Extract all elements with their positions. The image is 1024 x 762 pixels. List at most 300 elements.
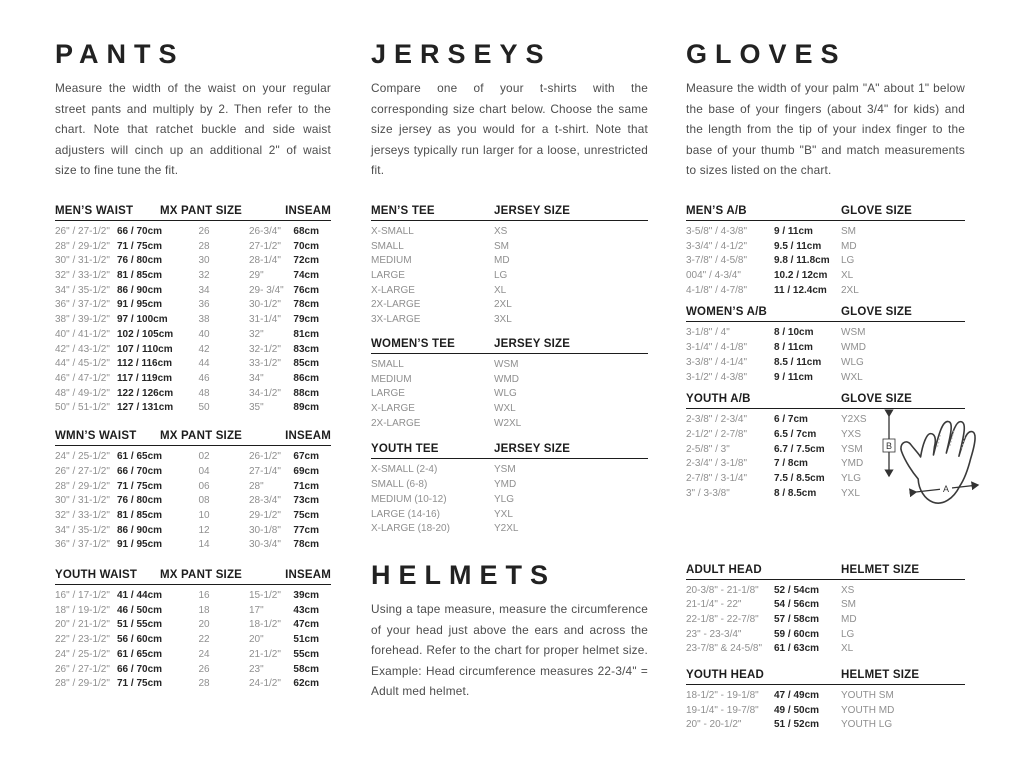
table-cell: 117 / 119cm	[117, 373, 173, 384]
table-cell: 32" / 33-1/2"	[55, 270, 110, 282]
table-cell: WSM	[494, 358, 519, 370]
table-cell: WXL	[841, 371, 863, 383]
table-cell: YXS	[841, 429, 862, 440]
table-row	[371, 284, 648, 299]
column-header: INSEAM	[285, 569, 331, 582]
table-row	[55, 225, 331, 240]
table-cell: 18" / 19-1/2"	[55, 604, 110, 616]
column-header: JERSEY SIZE	[494, 204, 571, 217]
table-cell: 34-1/2"	[249, 387, 281, 399]
pants-section	[55, 40, 331, 692]
table-cell: 3-3/4" / 4-1/2"	[686, 240, 748, 252]
table-cell: X-LARGE	[371, 403, 415, 414]
table-cell: 3-1/2" / 4-3/8"	[686, 371, 748, 383]
table-row	[686, 240, 965, 255]
gloves-title: GLOVES	[686, 39, 847, 69]
table-cell: LG	[841, 628, 855, 640]
table-cell: XL	[494, 284, 507, 296]
table-cell: 3-3/8" / 4-1/4"	[686, 356, 748, 368]
table-cell: 38	[198, 314, 210, 326]
table-cell: 32"	[249, 328, 264, 340]
table-cell: WSM	[841, 327, 866, 339]
table-row	[55, 387, 331, 402]
table-cell: YOUTH LG	[841, 719, 893, 731]
table-cell: 47 / 49cm	[774, 690, 820, 702]
glove-icon	[882, 400, 988, 536]
table-cell: YMD	[841, 458, 864, 470]
table-cell: 23"	[249, 663, 264, 675]
table-cell: 3XL	[494, 314, 512, 326]
table-cell: 46	[198, 373, 210, 384]
glove-measurement-diagram	[882, 400, 988, 536]
gloves-intro: Measure the width of your palm "A" about 1" below the base of your fingers (about 3/4" for kids) and the length from the tip of your index finger to the base of your thumb "B" and match measurements to sizes listed on the chart.	[686, 81, 965, 178]
table-header-row	[686, 205, 965, 221]
table-cell: 2X-LARGE	[371, 417, 421, 429]
table-cell: 26	[198, 225, 210, 237]
table-cell: 44" / 45-1/2"	[55, 358, 110, 370]
column-header: YOUTH HEAD	[686, 669, 765, 682]
table-header-row	[686, 306, 965, 322]
adult-head-table	[686, 564, 965, 658]
table-cell: 40	[198, 328, 210, 340]
table-cell: 2-7/8" / 3-1/4"	[686, 473, 748, 485]
table-cell: WMD	[841, 342, 866, 354]
table-cell: 75cm	[293, 509, 319, 521]
table-row	[55, 538, 331, 553]
table-cell: 27-1/2"	[249, 240, 281, 252]
table-cell: WLG	[494, 388, 517, 400]
column-header: HELMET SIZE	[841, 563, 920, 576]
table-cell: 6.7 / 7.5cm	[774, 443, 825, 455]
table-cell: 24-1/2"	[249, 678, 281, 690]
table-cell: 20"	[249, 634, 264, 646]
table-cell: 26" / 27-1/2"	[55, 663, 110, 675]
table-cell: 71 / 75cm	[117, 678, 163, 690]
measure-b-label: B	[885, 441, 893, 451]
table-cell: XS	[494, 225, 508, 237]
table-cell: 66 / 70cm	[117, 465, 163, 477]
pants-title: PANTS	[55, 39, 185, 69]
table-cell: 9 / 11cm	[774, 225, 813, 237]
table-row	[371, 358, 648, 373]
table-cell: 7 / 8cm	[774, 458, 808, 470]
table-cell: 24	[198, 648, 210, 660]
table-row	[55, 494, 331, 509]
table-cell: 2-1/2" / 2-7/8"	[686, 429, 748, 440]
table-cell: 30" / 31-1/2"	[55, 255, 110, 267]
table-cell: 78cm	[293, 539, 319, 551]
table-row	[55, 284, 331, 299]
table-cell: SMALL	[371, 358, 404, 370]
table-cell: 34" / 35-1/2"	[55, 284, 110, 296]
table-cell: 127 / 131cm	[117, 402, 174, 414]
table-cell: 112 / 116cm	[117, 358, 173, 370]
table-cell: 40" / 41-1/2"	[55, 328, 110, 340]
table-cell: 29-1/2"	[249, 509, 281, 521]
table-cell: 83cm	[293, 343, 319, 355]
table-cell: SM	[841, 599, 856, 611]
jerseys-title: JERSEYS	[371, 39, 552, 69]
table-header-row	[686, 669, 965, 685]
table-cell: 2-3/4" / 3-1/8"	[686, 458, 748, 470]
table-cell: YMD	[494, 479, 517, 491]
table-cell: YOUTH SM	[841, 690, 894, 702]
table-cell: 9.5 / 11cm	[774, 240, 822, 252]
table-cell: 14	[198, 539, 210, 551]
table-cell: 17"	[249, 604, 264, 616]
table-cell: X-SMALL	[371, 225, 414, 237]
table-row	[686, 371, 965, 386]
table-cell: 42" / 43-1/2"	[55, 343, 110, 355]
table-row	[55, 401, 331, 416]
column-header: GLOVE SIZE	[841, 393, 913, 406]
table-cell: 91 / 95cm	[117, 539, 163, 551]
table-cell: 28" / 29-1/2"	[55, 678, 110, 690]
table-cell: 004" / 4-3/4"	[686, 270, 741, 282]
table-row	[371, 225, 648, 240]
table-cell: 55cm	[293, 648, 319, 660]
table-cell: Y2XS	[841, 414, 867, 426]
table-header-row	[371, 443, 648, 459]
table-cell: 20-3/8" - 21-1/8"	[686, 584, 759, 596]
table-cell: X-SMALL (2-4)	[371, 464, 438, 476]
table-row	[371, 478, 648, 493]
table-row	[55, 313, 331, 328]
jerseys-section	[371, 40, 648, 702]
table-cell: LARGE	[371, 388, 405, 400]
table-row	[55, 269, 331, 284]
table-cell: 36" / 37-1/2"	[55, 299, 110, 311]
table-cell: LG	[494, 270, 508, 282]
table-cell: 71 / 75cm	[117, 240, 163, 252]
table-cell: LARGE	[371, 270, 405, 282]
column-header: GLOVE SIZE	[841, 204, 913, 217]
table-row	[55, 480, 331, 495]
table-row	[686, 269, 965, 284]
table-header-row	[371, 338, 648, 354]
table-cell: 88cm	[293, 387, 319, 399]
womens-ab-table	[686, 306, 965, 385]
table-cell: 78cm	[293, 299, 319, 311]
table-cell: 28"	[249, 480, 264, 492]
mens-tee-table	[371, 205, 648, 328]
table-cell: 16	[198, 590, 210, 602]
table-cell: 66 / 70cm	[117, 225, 163, 237]
table-cell: SM	[494, 240, 509, 252]
table-row	[686, 628, 965, 643]
table-cell: 76 / 80cm	[117, 495, 163, 507]
table-cell: 29- 3/4"	[249, 284, 284, 296]
table-cell: 74cm	[293, 270, 319, 282]
table-cell: 81 / 85cm	[117, 270, 163, 282]
table-row	[371, 402, 648, 417]
table-cell: 89cm	[293, 402, 319, 414]
table-cell: 79cm	[293, 314, 319, 326]
table-header-row	[55, 430, 331, 446]
table-cell: 86 / 90cm	[117, 284, 163, 296]
table-cell: 36	[198, 299, 210, 311]
table-row	[686, 225, 965, 240]
table-cell: 20	[198, 619, 210, 631]
table-cell: 30" / 31-1/2"	[55, 495, 110, 507]
table-cell: 26" / 27-1/2"	[55, 225, 110, 237]
table-cell: W2XL	[494, 417, 522, 429]
youth-tee-table	[371, 443, 648, 537]
table-row	[371, 373, 648, 388]
table-cell: YLG	[841, 473, 862, 485]
column-header: MX PANT SIZE	[160, 204, 243, 217]
table-cell: 62cm	[293, 678, 319, 690]
table-cell: 3-7/8" / 4-5/8"	[686, 255, 748, 267]
table-cell: 2-5/8" / 3"	[686, 443, 730, 455]
table-cell: 48	[198, 387, 210, 399]
table-cell: WXL	[494, 403, 516, 414]
table-cell: 26-3/4"	[249, 225, 281, 237]
table-cell: 61 / 65cm	[117, 648, 163, 660]
table-cell: 2X-LARGE	[371, 299, 421, 311]
column-header: MEN’S WAIST	[55, 204, 134, 217]
column-header: INSEAM	[285, 430, 331, 443]
table-cell: 102 / 105cm	[117, 328, 174, 340]
table-cell: 18-1/2"	[249, 619, 281, 631]
youth-head-table	[686, 669, 965, 733]
table-row	[55, 465, 331, 480]
table-row	[371, 463, 648, 478]
table-cell: 51 / 52cm	[774, 719, 820, 731]
table-cell: 9 / 11cm	[774, 371, 813, 383]
table-cell: 57 / 58cm	[774, 613, 820, 625]
table-cell: 76 / 80cm	[117, 255, 163, 267]
table-cell: YOUTH MD	[841, 704, 895, 716]
table-cell: 61 / 63cm	[774, 643, 820, 655]
table-row	[55, 240, 331, 255]
table-cell: 10	[198, 509, 210, 521]
table-cell: 30	[198, 255, 210, 267]
table-row	[686, 718, 965, 733]
table-cell: 22" / 23-1/2"	[55, 634, 110, 646]
table-row	[55, 509, 331, 524]
column-header: MEN’S A/B	[686, 204, 747, 217]
gloves-section	[686, 40, 965, 733]
table-cell: 47cm	[293, 619, 319, 631]
youth-waist-table	[55, 569, 331, 692]
table-cell: 20" - 20-1/2"	[686, 719, 742, 731]
table-row	[686, 284, 965, 299]
table-cell: 8.5 / 11cm	[774, 356, 822, 368]
table-cell: 7.5 / 8.5cm	[774, 473, 825, 485]
table-header-row	[686, 564, 965, 580]
table-cell: 2-3/8" / 2-3/4"	[686, 414, 748, 426]
table-cell: 30-1/2"	[249, 299, 281, 311]
table-row	[55, 254, 331, 269]
table-cell: 76cm	[293, 284, 319, 296]
table-cell: 97 / 100cm	[117, 314, 168, 326]
table-cell: 71 / 75cm	[117, 480, 163, 492]
table-cell: XS	[841, 584, 855, 596]
table-cell: 27-1/4"	[249, 465, 281, 477]
table-row	[55, 663, 331, 678]
table-row	[686, 704, 965, 719]
table-cell: 66 / 70cm	[117, 663, 163, 675]
wmns-waist-table	[55, 430, 331, 553]
table-cell: 8 / 10cm	[774, 327, 814, 339]
table-cell: 02	[198, 451, 210, 463]
column-header: MEN’S TEE	[371, 204, 435, 217]
table-cell: 46 / 50cm	[117, 604, 163, 616]
table-row	[55, 604, 331, 619]
table-cell: 16" / 17-1/2"	[55, 590, 110, 602]
table-row	[686, 356, 965, 371]
table-cell: 42	[198, 343, 210, 355]
table-cell: 91 / 95cm	[117, 299, 163, 311]
table-cell: 51 / 55cm	[117, 619, 163, 631]
column-header: HELMET SIZE	[841, 669, 920, 682]
table-cell: MEDIUM	[371, 373, 412, 385]
table-cell: 48" / 49-1/2"	[55, 387, 110, 399]
table-cell: 86cm	[293, 373, 319, 384]
table-cell: 32" / 33-1/2"	[55, 509, 110, 521]
pants-intro: Measure the width of the waist on your regular street pants and multiply by 2. Then refer to the chart. Note that ratchet buckle and side waist adjusters will cinch up an additional 2" of waist size to fine tune the fit.	[55, 81, 331, 178]
table-cell: 46" / 47-1/2"	[55, 373, 110, 384]
mens-ab-table	[686, 205, 965, 299]
table-cell: 22	[198, 634, 210, 646]
table-cell: 68cm	[293, 225, 319, 237]
table-cell: 15-1/2"	[249, 590, 281, 602]
table-cell: SMALL	[371, 240, 404, 252]
table-cell: XL	[841, 270, 854, 282]
table-cell: 21-1/4" - 22"	[686, 599, 742, 611]
table-header-row	[371, 205, 648, 221]
table-cell: LG	[841, 255, 855, 267]
table-cell: 81cm	[293, 328, 319, 340]
table-cell: MD	[494, 255, 510, 267]
table-cell: YSM	[841, 443, 863, 455]
column-header: WMN’S WAIST	[55, 430, 137, 443]
table-cell: 26	[198, 663, 210, 675]
table-cell: 43cm	[293, 604, 319, 616]
table-cell: 3-1/8" / 4"	[686, 327, 730, 339]
table-cell: MD	[841, 613, 857, 625]
table-cell: 19-1/4" - 19-7/8"	[686, 704, 759, 716]
column-header: ADULT HEAD	[686, 563, 762, 576]
table-cell: 61 / 65cm	[117, 451, 163, 463]
table-cell: 72cm	[293, 255, 319, 267]
column-header: YOUTH WAIST	[55, 569, 138, 582]
column-header: MX PANT SIZE	[160, 569, 243, 582]
table-cell: 38" / 39-1/2"	[55, 314, 110, 326]
table-cell: 34"	[249, 373, 264, 384]
table-row	[686, 254, 965, 269]
table-cell: 3-1/4" / 4-1/8"	[686, 342, 748, 354]
table-row	[371, 493, 648, 508]
table-cell: 12	[198, 524, 210, 536]
table-cell: 49 / 50cm	[774, 704, 820, 716]
table-row	[371, 387, 648, 402]
table-row	[55, 633, 331, 648]
table-cell: 73cm	[293, 495, 319, 507]
table-cell: LARGE (14-16)	[371, 508, 440, 520]
table-cell: SMALL (6-8)	[371, 479, 428, 491]
helmets-intro: Using a tape measure, measure the circumference of your head just above the ears and across the forehead. Refer to the chart for proper helmet size. Example: Head circumference measures 22-3/4" = Adult med helmet.	[371, 601, 648, 699]
table-row	[686, 642, 965, 657]
table-cell: 22-1/8" - 22-7/8"	[686, 613, 759, 625]
table-cell: 67cm	[293, 451, 319, 463]
table-row	[371, 522, 648, 537]
table-row	[371, 417, 648, 432]
table-row	[55, 298, 331, 313]
helmets-title: HELMETS	[371, 559, 557, 590]
table-cell: 33-1/2"	[249, 358, 281, 370]
table-cell: 28-1/4"	[249, 255, 281, 267]
table-cell: X-LARGE	[371, 284, 415, 296]
table-row	[55, 524, 331, 539]
table-cell: MD	[841, 240, 857, 252]
table-cell: XL	[841, 643, 854, 655]
helmets-section	[371, 561, 648, 702]
table-cell: YLG	[494, 493, 515, 505]
table-cell: 54 / 56cm	[774, 599, 820, 611]
table-cell: 18	[198, 604, 210, 616]
table-cell: 28" / 29-1/2"	[55, 480, 110, 492]
table-row	[686, 584, 965, 599]
table-cell: 36" / 37-1/2"	[55, 539, 110, 551]
table-row	[55, 677, 331, 692]
table-row	[371, 313, 648, 328]
table-cell: MEDIUM (10-12)	[371, 493, 447, 505]
table-cell: 50" / 51-1/2"	[55, 402, 110, 414]
table-cell: 04	[198, 465, 210, 477]
table-row	[686, 326, 965, 341]
table-header-row	[55, 205, 331, 221]
table-cell: 06	[198, 480, 210, 492]
table-cell: 3X-LARGE	[371, 314, 421, 326]
column-header: MX PANT SIZE	[160, 430, 243, 443]
table-row	[686, 613, 965, 628]
table-row	[371, 254, 648, 269]
table-cell: 21-1/2"	[249, 648, 281, 660]
column-header: WOMEN’S TEE	[371, 337, 455, 350]
table-cell: 6 / 7cm	[774, 414, 808, 426]
mens-waist-table	[55, 205, 331, 416]
table-cell: Y2XL	[494, 523, 519, 535]
table-row	[55, 589, 331, 604]
table-header-row	[55, 569, 331, 585]
table-cell: 86 / 90cm	[117, 524, 163, 536]
table-cell: 44	[198, 358, 210, 370]
table-cell: 52 / 54cm	[774, 584, 820, 596]
table-cell: 81 / 85cm	[117, 509, 163, 521]
table-cell: 32-1/2"	[249, 343, 281, 355]
table-cell: 70cm	[293, 240, 319, 252]
table-cell: 11 / 12.4cm	[774, 284, 827, 296]
table-cell: 122 / 126cm	[117, 387, 174, 399]
table-cell: 85cm	[293, 358, 319, 370]
table-cell: 08	[198, 495, 210, 507]
table-cell: 51cm	[293, 634, 319, 646]
table-cell: 23" - 23-3/4"	[686, 628, 742, 640]
table-row	[55, 372, 331, 387]
table-cell: SM	[841, 225, 856, 237]
column-header: YOUTH A/B	[686, 393, 751, 406]
table-cell: 28-3/4"	[249, 495, 281, 507]
table-row	[371, 269, 648, 284]
column-header: INSEAM	[285, 204, 331, 217]
table-cell: 23-7/8" & 24-5/8"	[686, 643, 763, 655]
table-cell: 26-1/2"	[249, 451, 281, 463]
table-cell: 30-1/8"	[249, 524, 281, 536]
table-cell: X-LARGE (18-20)	[371, 523, 450, 535]
table-cell: 10.2 / 12cm	[774, 270, 828, 282]
